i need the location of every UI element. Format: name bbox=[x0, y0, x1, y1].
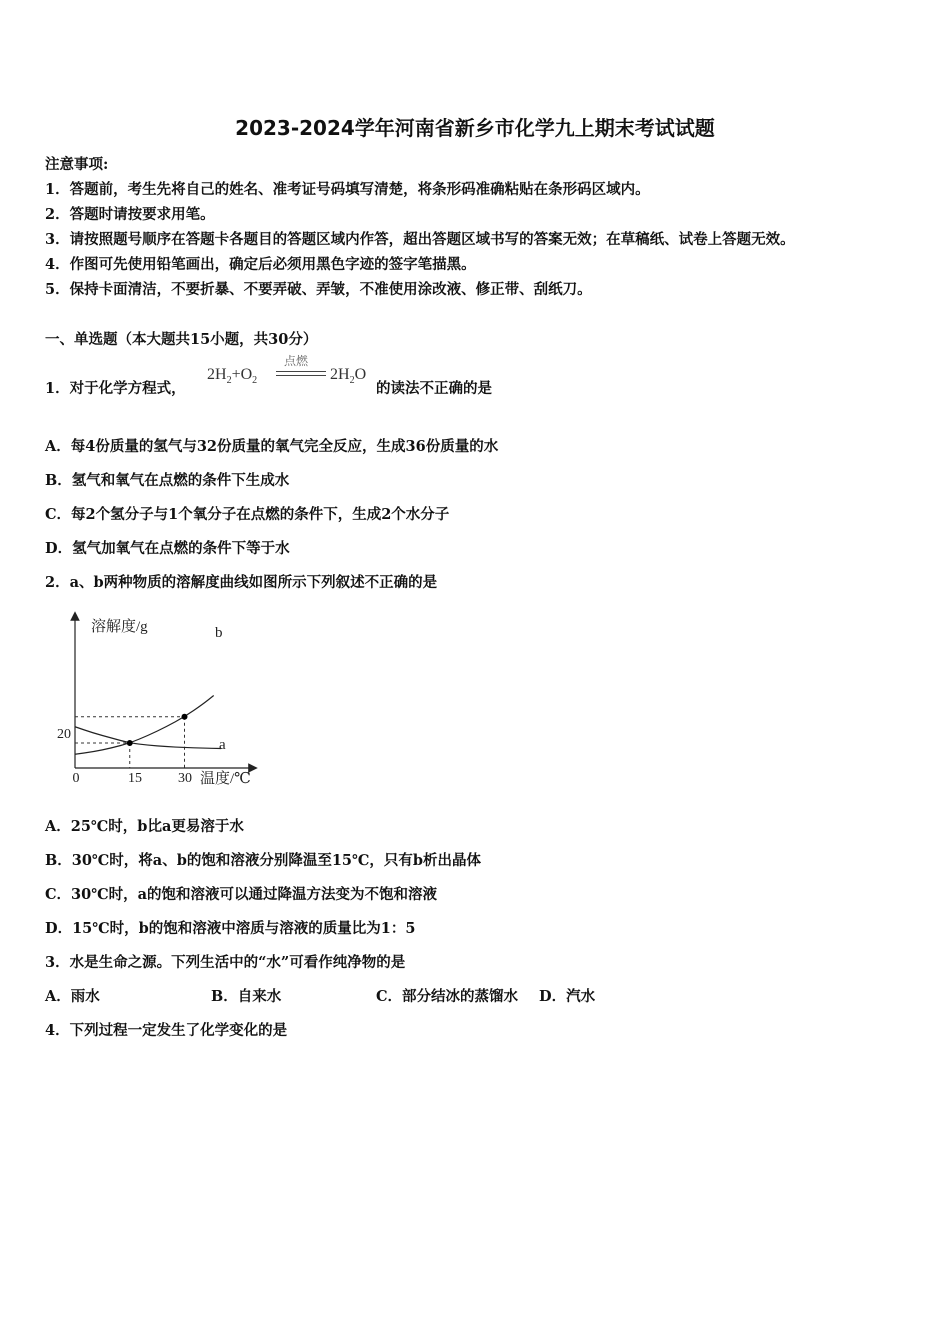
chart-point-0 bbox=[127, 740, 133, 746]
q2-stem: 2．a、b两种物质的溶解度曲线如图所示下列叙述不正确的是 bbox=[45, 574, 438, 591]
q2-option-d: D．15℃时，b的饱和溶液中溶质与溶液的质量比为1：5 bbox=[45, 920, 416, 937]
q1-equation-left: $2H_2+O_2$ bbox=[207, 366, 258, 387]
q3-option-d: D．汽水 bbox=[539, 988, 596, 1005]
q2-option-c: C．30℃时，a的饱和溶液可以通过降温方法变为不饱和溶液 bbox=[45, 886, 437, 903]
chart-point-1 bbox=[182, 714, 188, 720]
q1-stem-suffix: 的读法不正确的是 bbox=[376, 380, 492, 397]
q2-option-a: A．25℃时，b比a更易溶于水 bbox=[45, 818, 244, 835]
notice-item-4: 4．作图可先使用铅笔画出，确定后必须用黑色字迹的签字笔描黑。 bbox=[45, 256, 476, 273]
series-a-curve bbox=[75, 727, 221, 749]
equals-bar-bottom bbox=[276, 375, 326, 376]
q3-option-c: C．部分结冰的蒸馏水 bbox=[376, 988, 519, 1005]
x-tick-30: 30 bbox=[178, 771, 192, 786]
q3-option-b: B．自来水 bbox=[211, 988, 282, 1005]
q1-option-c: C．每2个氢分子与1个氧分子在点燃的条件下，生成2个水分子 bbox=[45, 506, 450, 523]
y-tick-20: 20 bbox=[57, 727, 71, 742]
q2-option-b: B．30℃时，将a、b的饱和溶液分别降温至15℃，只有b析出晶体 bbox=[45, 852, 482, 869]
q1-equation-condition: 点燃 bbox=[284, 354, 309, 368]
q3-stem: 3．水是生命之源。下列生活中的“水”可看作纯净物的是 bbox=[45, 954, 406, 971]
x-tick-0: 0 bbox=[72, 771, 80, 786]
q1-stem-prefix: 1．对于化学方程式， bbox=[45, 380, 186, 397]
q3-option-a: A．雨水 bbox=[45, 988, 100, 1005]
page-title: 2023-2024学年河南省新乡市化学九上期末考试试题 bbox=[235, 116, 715, 140]
notice-item-1: 1．答题前，考生先将自己的姓名、准考证号码填写清楚，将条形码准确粘贴在条形码区域内。 bbox=[45, 181, 650, 198]
q1-option-a: A．每4份质量的氢气与32份质量的氧气完全反应，生成36份质量的水 bbox=[45, 438, 499, 455]
q1-option-b: B．氢气和氧气在点燃的条件下生成水 bbox=[45, 472, 290, 489]
equals-bar-top bbox=[276, 371, 326, 372]
notice-heading: 注意事项: bbox=[45, 156, 109, 173]
x-axis-label: 温度/℃ bbox=[200, 771, 251, 787]
y-axis-label: 溶解度/g bbox=[91, 619, 148, 635]
notice-item-2: 2．答题时请按要求用笔。 bbox=[45, 206, 215, 223]
series-a-label: a bbox=[219, 737, 226, 753]
solubility-chart bbox=[45, 610, 270, 790]
x-tick-15: 15 bbox=[128, 771, 142, 786]
q4-stem: 4．下列过程一定发生了化学变化的是 bbox=[45, 1022, 288, 1039]
q1-equation-right: $2H_2O$ bbox=[330, 366, 367, 387]
notice-item-3: 3．请按照题号顺序在答题卡各题目的答题区域内作答，超出答题区域书写的答案无效；在草稿纸、试卷上答题无效。 bbox=[45, 231, 795, 248]
series-b-label: b bbox=[215, 625, 223, 641]
notice-item-5: 5．保持卡面清洁，不要折暴、不要弄破、弄皱，不准使用涂改液、修正带、刮纸刀。 bbox=[45, 281, 592, 298]
q1-option-d: D．氢气加氧气在点燃的条件下等于水 bbox=[45, 540, 290, 557]
section-heading: 一、单选题（本大题共15小题，共30分） bbox=[45, 331, 318, 348]
series-b-curve bbox=[75, 696, 214, 755]
